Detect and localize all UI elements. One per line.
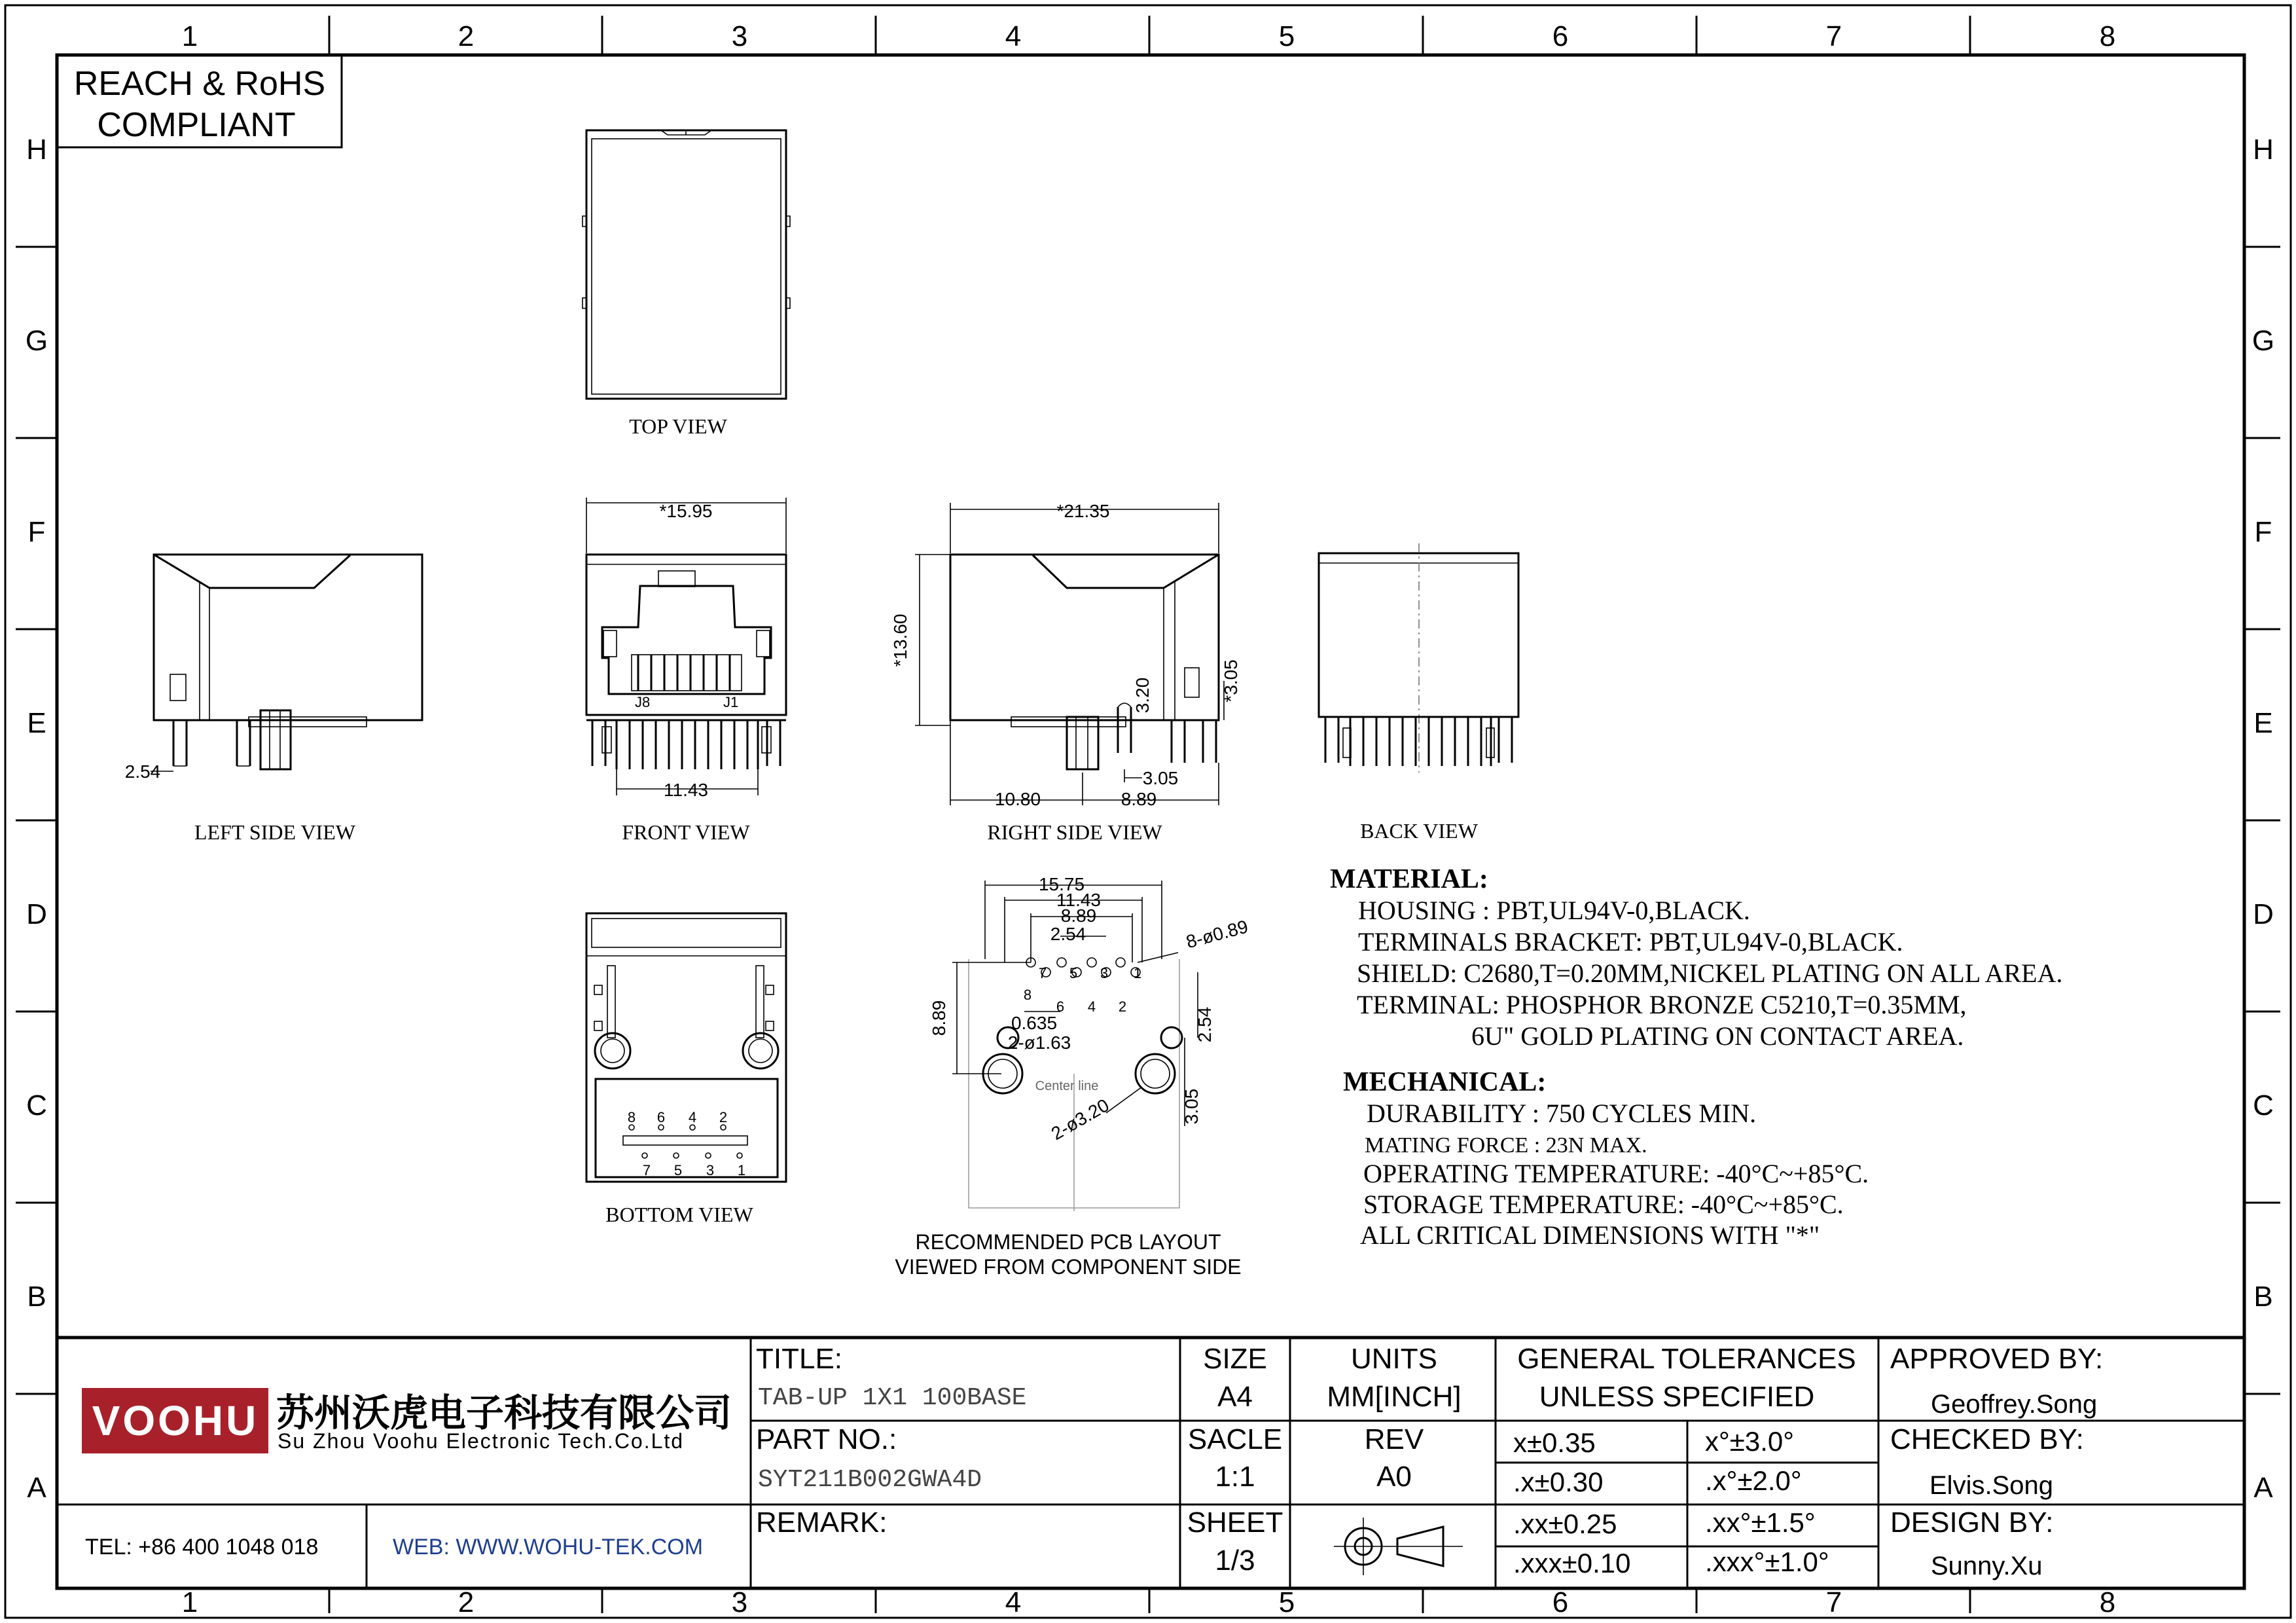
pcb-889-top-dim: 8.89 <box>1060 905 1097 926</box>
row-label: F <box>27 516 46 548</box>
scale-label: SACLE <box>1187 1423 1283 1455</box>
pcb-254-side-dim: 2.54 <box>1194 1006 1215 1043</box>
row-label: A <box>2253 1472 2273 1504</box>
pcb-320-dim: 2-ø3.20 <box>1047 1095 1113 1144</box>
title-block <box>57 1338 2244 1588</box>
pcb-305-side-dim: 3.05 <box>1181 1088 1202 1125</box>
pcb-pin-label: 1 <box>1133 965 1142 981</box>
right-height-dim: *13.60 <box>890 613 910 667</box>
material-line: SHIELD: C2680,T=0.20MM,NICKEL PLATING ON ALL AREA. <box>1357 958 2063 988</box>
col-label: 6 <box>1552 1586 1569 1618</box>
pcb-pin-label: 2 <box>1118 998 1127 1015</box>
right-305-top-dim: *3.05 <box>1221 659 1241 702</box>
bottom-pin-label: 1 <box>737 1162 746 1178</box>
tolerance-heading-1: GENERAL TOLERANCES <box>1517 1343 1856 1375</box>
checked-label: CHECKED BY: <box>1890 1423 2084 1455</box>
row-label: H <box>26 134 47 166</box>
units-value: MM[INCH] <box>1327 1381 1462 1413</box>
row-label: B <box>2253 1281 2273 1313</box>
compliance-line1: REACH & RoHS <box>73 65 326 103</box>
tolerance-linear: x±0.35 <box>1513 1427 1596 1458</box>
pcb-pin-label: 6 <box>1056 998 1065 1015</box>
rev-label: REV <box>1364 1423 1424 1455</box>
bottom-pin-label: 3 <box>706 1162 715 1178</box>
right-305-dim: 3.05 <box>1142 768 1179 788</box>
tolerance-angular: x°±3.0° <box>1705 1426 1795 1457</box>
row-label: F <box>2254 516 2272 548</box>
bottom-pin-label: 4 <box>688 1109 697 1125</box>
bottom-pin-label: 2 <box>719 1109 728 1125</box>
material-line: 6U" GOLD PLATING ON CONTACT AREA. <box>1471 1021 1964 1051</box>
front-j1-label: J1 <box>723 694 739 710</box>
pcb-pin-label: 3 <box>1100 965 1109 981</box>
title-label: TITLE: <box>756 1343 843 1375</box>
mechanical-notes <box>1343 1067 1869 1250</box>
part-value: SYT211B002GWA4D <box>758 1466 982 1494</box>
pcb-254-top-dim: 2.54 <box>1050 924 1086 944</box>
col-label: 3 <box>731 20 748 52</box>
sheet-label: SHEET <box>1187 1506 1283 1539</box>
row-label: G <box>2251 325 2275 357</box>
pcb-1143-dim: 11.43 <box>1056 890 1101 910</box>
title-value: TAB-UP 1X1 100BASE <box>758 1384 1027 1412</box>
drawing-frame <box>5 5 2291 1618</box>
bottom-pin-label: 7 <box>642 1162 651 1178</box>
row-label: H <box>2253 134 2274 166</box>
bottom-pin-marks <box>629 1125 742 1158</box>
row-label: C <box>26 1089 47 1122</box>
sheet-value: 1/3 <box>1215 1544 1255 1577</box>
right-320-dim: 3.20 <box>1132 677 1153 714</box>
pcb-centerline-label: Center line <box>1035 1079 1099 1093</box>
left-view-label: LEFT SIDE VIEW <box>194 820 355 844</box>
front-leads <box>592 720 780 769</box>
design-value: Sunny.Xu <box>1931 1552 2043 1580</box>
right-889-dim: 8.89 <box>1121 789 1157 809</box>
front-width-dim: *15.95 <box>659 501 713 521</box>
bottom-pin-label: 8 <box>627 1109 636 1125</box>
pcb-hole-dim: 8-ø0.89 <box>1183 916 1251 953</box>
mechanical-line: OPERATING TEMPERATURE: -40°C~+85°C. <box>1363 1159 1869 1188</box>
row-label: C <box>2253 1089 2274 1122</box>
front-view-drawing <box>586 498 786 844</box>
material-notes <box>1330 864 2062 1051</box>
col-label: 2 <box>457 1586 475 1618</box>
col-label: 4 <box>1005 20 1022 52</box>
back-view-label: BACK VIEW <box>1360 819 1478 843</box>
bottom-pin-label: 5 <box>673 1162 683 1178</box>
row-label: E <box>2253 707 2273 739</box>
col-label: 5 <box>1278 20 1295 52</box>
pcb-pin-label: 4 <box>1087 998 1096 1015</box>
pcb-pin-label: 7 <box>1038 965 1047 981</box>
tolerance-angular: .xxx°±1.0° <box>1705 1546 1829 1577</box>
material-line: HOUSING : PBT,UL94V-0,BLACK. <box>1358 896 1750 925</box>
col-label: 1 <box>181 20 198 52</box>
company-name-en: Su Zhou Voohu Electronic Tech.Co.Ltd <box>278 1429 685 1453</box>
size-value: A4 <box>1217 1381 1253 1413</box>
mechanical-line: ALL CRITICAL DIMENSIONS WITH "*" <box>1360 1220 1820 1250</box>
col-label: 6 <box>1552 20 1569 52</box>
pcb-1575-dim: 15.75 <box>1038 874 1085 894</box>
mechanical-line: STORAGE TEMPERATURE: -40°C~+85°C. <box>1363 1190 1844 1219</box>
right-side-view-drawing <box>890 501 1241 844</box>
front-view-label: FRONT VIEW <box>622 820 750 844</box>
col-label: 8 <box>2099 20 2116 52</box>
mechanical-line: DURABILITY : 750 CYCLES MIN. <box>1367 1099 1757 1128</box>
compliance-box <box>57 55 342 147</box>
part-label: PART NO.: <box>756 1423 897 1455</box>
col-label: 7 <box>1825 1586 1842 1618</box>
col-label: 2 <box>457 20 475 52</box>
material-heading: MATERIAL: <box>1330 864 1488 894</box>
units-label: UNITS <box>1351 1343 1437 1375</box>
row-label: D <box>2253 898 2274 930</box>
compliance-line2: COMPLIANT <box>97 106 296 144</box>
pcb-0635-dim: 0.635 <box>1011 1013 1058 1033</box>
front-pitch-dim: 11.43 <box>664 780 708 800</box>
scale-value: 1:1 <box>1215 1461 1255 1493</box>
company-tel: TEL: +86 400 1048 018 <box>85 1535 319 1559</box>
col-label: 3 <box>731 1586 748 1618</box>
col-label: 5 <box>1278 1586 1295 1618</box>
row-label: D <box>26 898 47 930</box>
pcb-layout-drawing <box>895 874 1250 1279</box>
pcb-889-side-dim: 8.89 <box>929 1000 949 1036</box>
col-label: 7 <box>1825 20 1842 52</box>
tolerance-angular: .xx°±1.5° <box>1705 1507 1816 1538</box>
tolerance-angular: .x°±2.0° <box>1705 1465 1802 1496</box>
row-label: G <box>25 325 48 357</box>
mechanical-line: MATING FORCE : 23N MAX. <box>1365 1133 1647 1158</box>
bottom-pin-label: 6 <box>656 1109 666 1125</box>
company-web: WEB: WWW.WOHU-TEK.COM <box>393 1535 704 1559</box>
rev-value: A0 <box>1376 1461 1412 1493</box>
left-pin-dim: 2.54 <box>124 761 161 782</box>
tolerance-linear: .xxx±0.10 <box>1513 1548 1631 1578</box>
row-label: A <box>27 1472 46 1504</box>
front-contacts <box>638 655 730 691</box>
approved-value: Geoffrey.Song <box>1931 1390 2098 1419</box>
col-label: 4 <box>1005 1586 1022 1618</box>
projection-symbol <box>1334 1518 1463 1575</box>
bottom-view-drawing <box>586 913 786 1226</box>
row-label: E <box>27 707 46 739</box>
company-logo-text: VOOHU <box>92 1397 259 1444</box>
left-side-view-drawing <box>125 555 422 844</box>
back-view-drawing <box>1319 543 1518 843</box>
pcb-label-line2: VIEWED FROM COMPONENT SIDE <box>895 1255 1242 1279</box>
tolerance-linear: .xx±0.25 <box>1513 1508 1617 1539</box>
row-label: B <box>27 1281 46 1313</box>
right-width-dim: *21.35 <box>1056 501 1110 521</box>
col-label: 8 <box>2099 1586 2116 1618</box>
checked-value: Elvis.Song <box>1929 1471 2053 1500</box>
approved-label: APPROVED BY: <box>1890 1343 2104 1375</box>
col-label: 1 <box>181 1586 198 1618</box>
right-1080-dim: 10.80 <box>994 789 1041 809</box>
pcb-label-line1: RECOMMENDED PCB LAYOUT <box>915 1230 1221 1254</box>
design-label: DESIGN BY: <box>1890 1506 2054 1539</box>
pcb-163-dim: 2-ø1.63 <box>1007 1032 1071 1053</box>
material-line: TERMINAL: PHOSPHOR BRONZE C5210,T=0.35MM, <box>1357 990 1967 1019</box>
tolerance-heading-2: UNLESS SPECIFIED <box>1539 1381 1815 1413</box>
top-view-label: TOP VIEW <box>629 414 727 438</box>
remark-label: REMARK: <box>756 1506 888 1539</box>
right-view-label: RIGHT SIDE VIEW <box>987 820 1162 844</box>
tolerance-linear: .x±0.30 <box>1513 1467 1604 1497</box>
bottom-view-label: BOTTOM VIEW <box>605 1203 753 1226</box>
company-name-cn: 苏州沃虎电子科技有限公司 <box>276 1392 732 1434</box>
front-j8-label: J8 <box>635 694 651 710</box>
mechanical-heading: MECHANICAL: <box>1343 1067 1547 1097</box>
pcb-pin-label: 5 <box>1069 965 1078 981</box>
size-label: SIZE <box>1203 1343 1267 1375</box>
pcb-pin-label: 8 <box>1023 987 1032 1003</box>
top-view-drawing <box>583 130 790 438</box>
material-line: TERMINALS BRACKET: PBT,UL94V-0,BLACK. <box>1358 927 1903 957</box>
